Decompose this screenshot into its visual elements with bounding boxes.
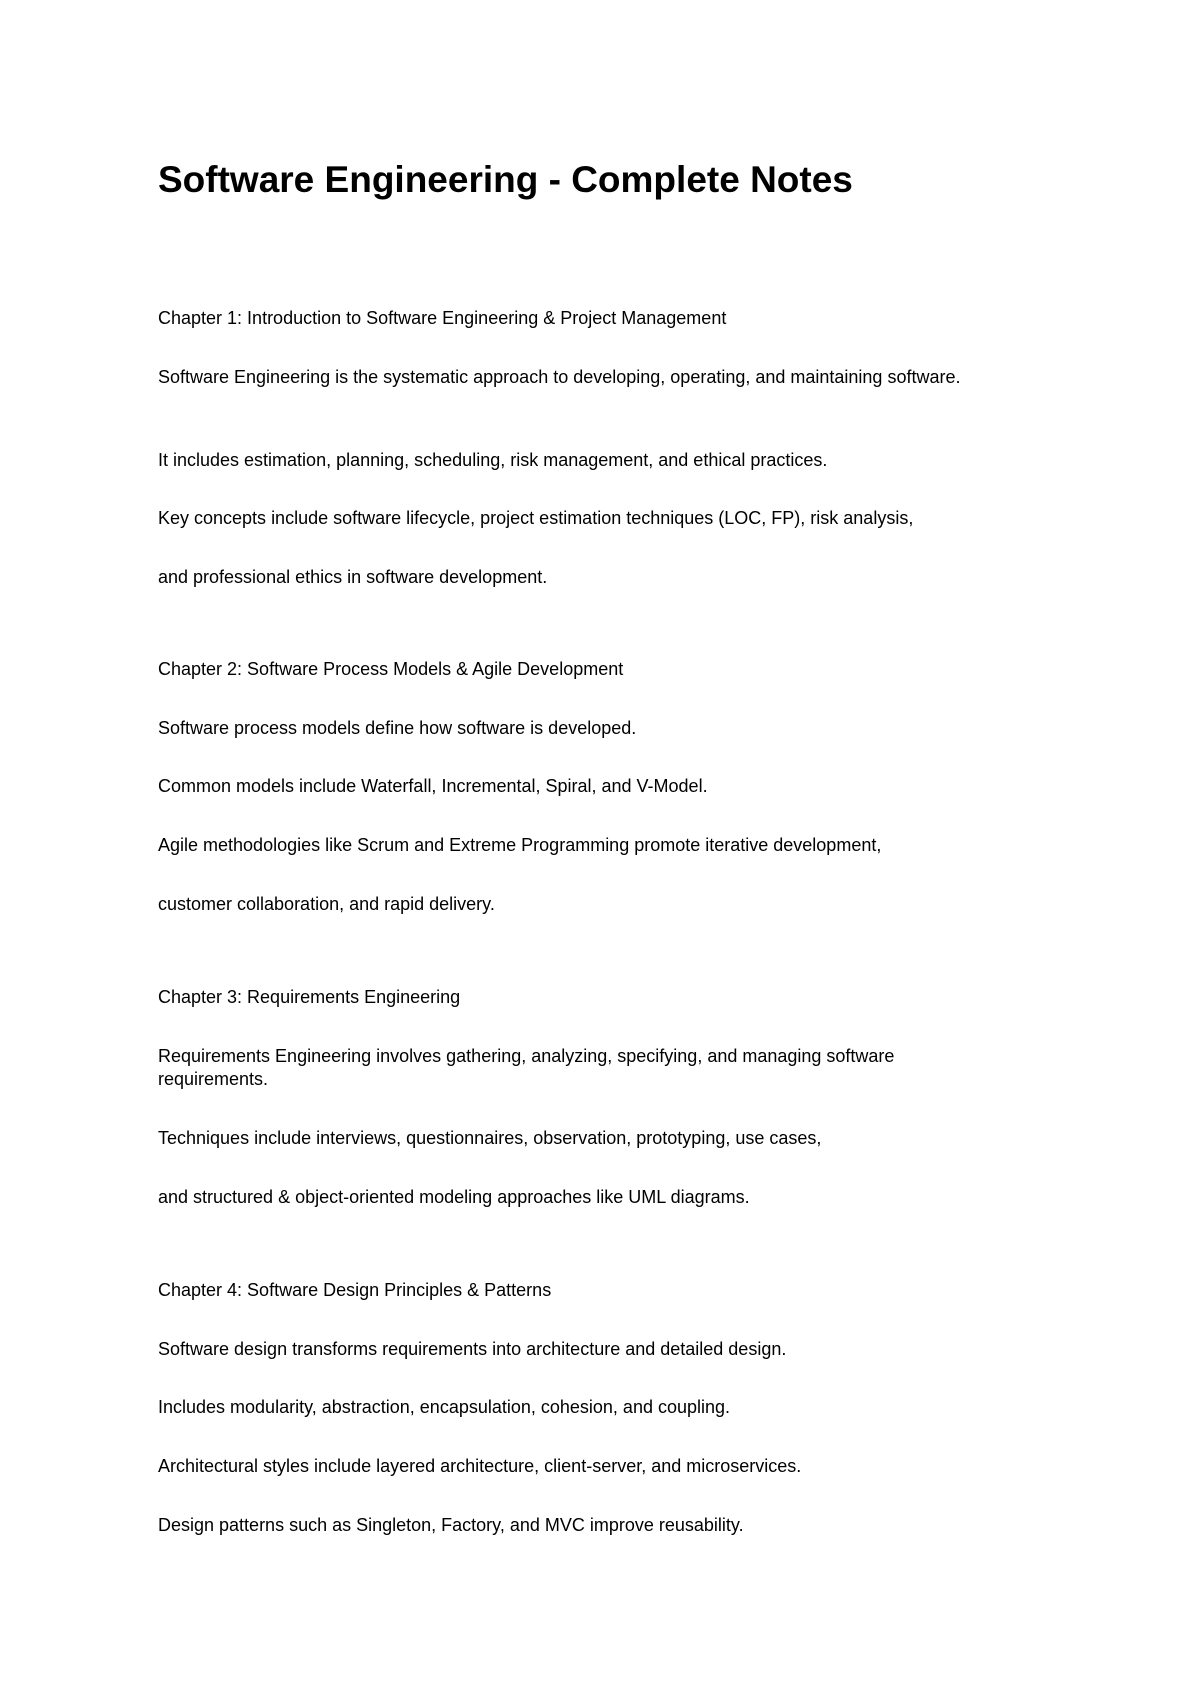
chapter-4-heading: Chapter 4: Software Design Principles & Patterns <box>158 1280 552 1300</box>
chapter-3-paragraph-1: Requirements Engineering involves gathering, analyzing, specifying, and managing software requirements. <box>158 1046 895 1089</box>
chapter-1-paragraph-2: It includes estimation, planning, scheduling, risk management, and ethical practices. <box>158 450 828 470</box>
chapter-1-paragraph-3: Key concepts include software lifecycle, project estimation techniques (LOC, FP), risk analysis, <box>158 508 914 528</box>
chapter-1-paragraph-1: Software Engineering is the systematic approach to developing, operating, and maintaining software. <box>158 367 961 387</box>
chapter-4-paragraph-3: Architectural styles include layered architecture, client-server, and microservices. <box>158 1456 802 1476</box>
chapter-1-paragraph-4: and professional ethics in software development. <box>158 567 548 587</box>
chapter-3-heading: Chapter 3: Requirements Engineering <box>158 987 461 1007</box>
chapter-2-paragraph-2: Common models include Waterfall, Incremental, Spiral, and V-Model. <box>158 776 708 796</box>
chapter-4-paragraph-1: Software design transforms requirements into architecture and detailed design. <box>158 1339 787 1359</box>
chapter-2-paragraph-1: Software process models define how software is developed. <box>158 718 637 738</box>
chapter-4-paragraph-2: Includes modularity, abstraction, encapsulation, cohesion, and coupling. <box>158 1397 731 1417</box>
chapter-2-paragraph-3: Agile methodologies like Scrum and Extreme Programming promote iterative development, <box>158 835 882 855</box>
chapter-2-heading: Chapter 2: Software Process Models & Agile Development <box>158 659 624 679</box>
chapter-4-paragraph-4: Design patterns such as Singleton, Factory, and MVC improve reusability. <box>158 1515 744 1535</box>
chapter-3-paragraph-2: Techniques include interviews, questionnaires, observation, prototyping, use cases, <box>158 1128 822 1148</box>
chapter-3-paragraph-3: and structured & object-oriented modeling approaches like UML diagrams. <box>158 1187 750 1207</box>
chapter-1-heading: Chapter 1: Introduction to Software Engineering & Project Management <box>158 308 727 328</box>
document-title: Software Engineering - Complete Notes <box>158 159 853 200</box>
chapter-2-paragraph-4: customer collaboration, and rapid delivery. <box>158 894 495 914</box>
